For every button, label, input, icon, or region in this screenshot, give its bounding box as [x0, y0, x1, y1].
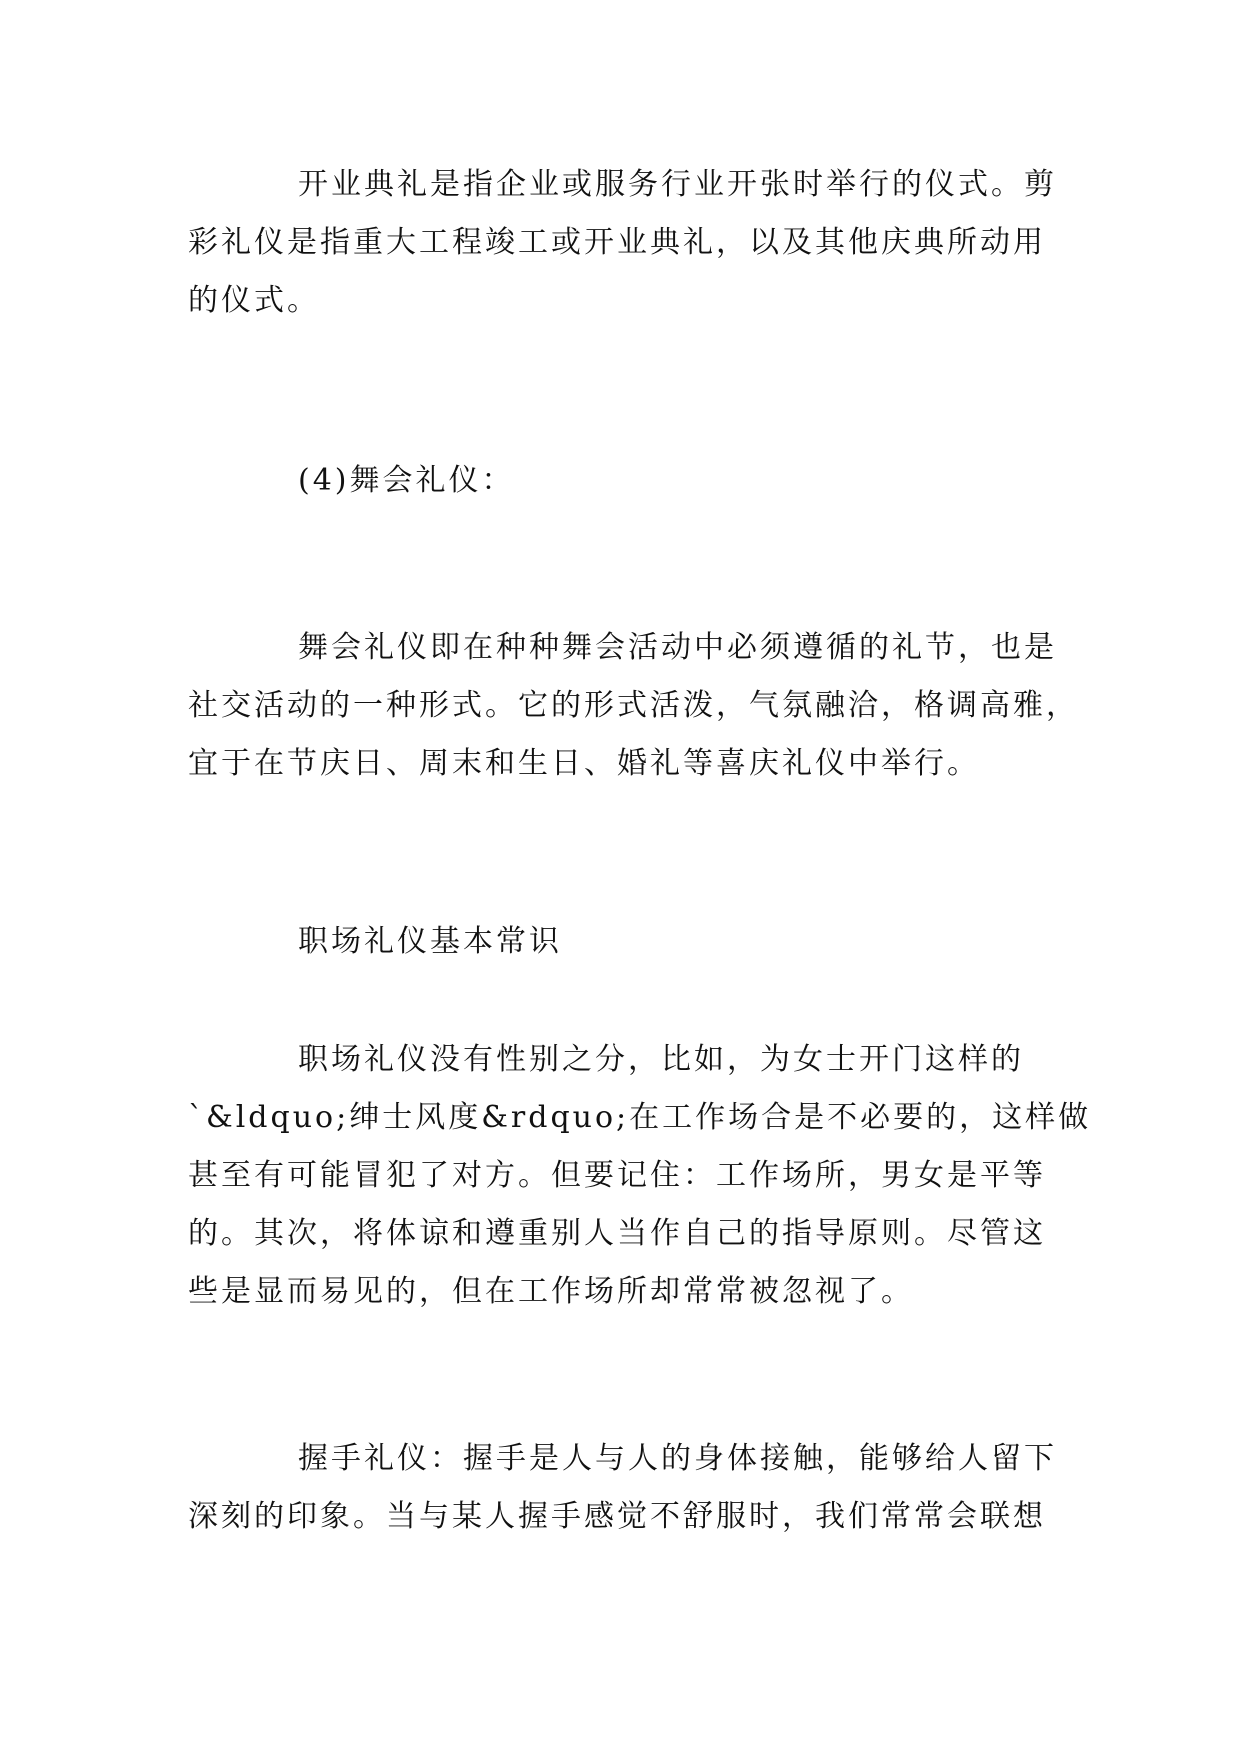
text-line: 些是显而易见的，但在工作场所却常常被忽视了。 [188, 1274, 914, 1309]
text-line: 社交活动的一种形式。它的形式活泼，气氛融洽，格调高雅， [188, 688, 1079, 723]
text-line: 职场礼仪没有性别之分，比如，为女士开门这样的 [298, 1042, 1024, 1077]
text-line: 深刻的印象。当与某人握手感觉不舒服时，我们常常会联想 [188, 1499, 1046, 1534]
text-line: 的。其次，将体谅和遵重别人当作自己的指导原则。尽管这 [188, 1216, 1046, 1251]
paragraph-opening-ceremony [188, 156, 1058, 330]
paragraph-workplace-etiquette [188, 1031, 1092, 1321]
section-heading-workplace-etiquette [188, 913, 1058, 971]
paragraph-handshake-etiquette [188, 1430, 1058, 1546]
text-line: 的仪式。 [188, 283, 320, 318]
text-line: 彩礼仪是指重大工程竣工或开业典礼，以及其他庆典所动用 [188, 225, 1046, 260]
text-line: 舞会礼仪即在种种舞会活动中必须遵循的礼节，也是 [298, 630, 1057, 665]
text-line: 甚至有可能冒犯了对方。但要记住：工作场所，男女是平等 [188, 1158, 1046, 1193]
paragraph-dance-etiquette [188, 619, 1079, 793]
text-line: 握手礼仪：握手是人与人的身体接触，能够给人留下 [298, 1441, 1057, 1476]
text-line: (4)舞会礼仪： [298, 463, 515, 498]
text-line: `&ldquo;绅士风度&rdquo;在工作场合是不必要的，这样做 [188, 1100, 1092, 1135]
text-line: 职场礼仪基本常识 [298, 924, 562, 959]
section-heading-dance-etiquette [188, 452, 1058, 510]
text-line: 宜于在节庆日、周末和生日、婚礼等喜庆礼仪中举行。 [188, 746, 980, 781]
text-line: 开业典礼是指企业或服务行业开张时举行的仪式。剪 [298, 167, 1057, 202]
